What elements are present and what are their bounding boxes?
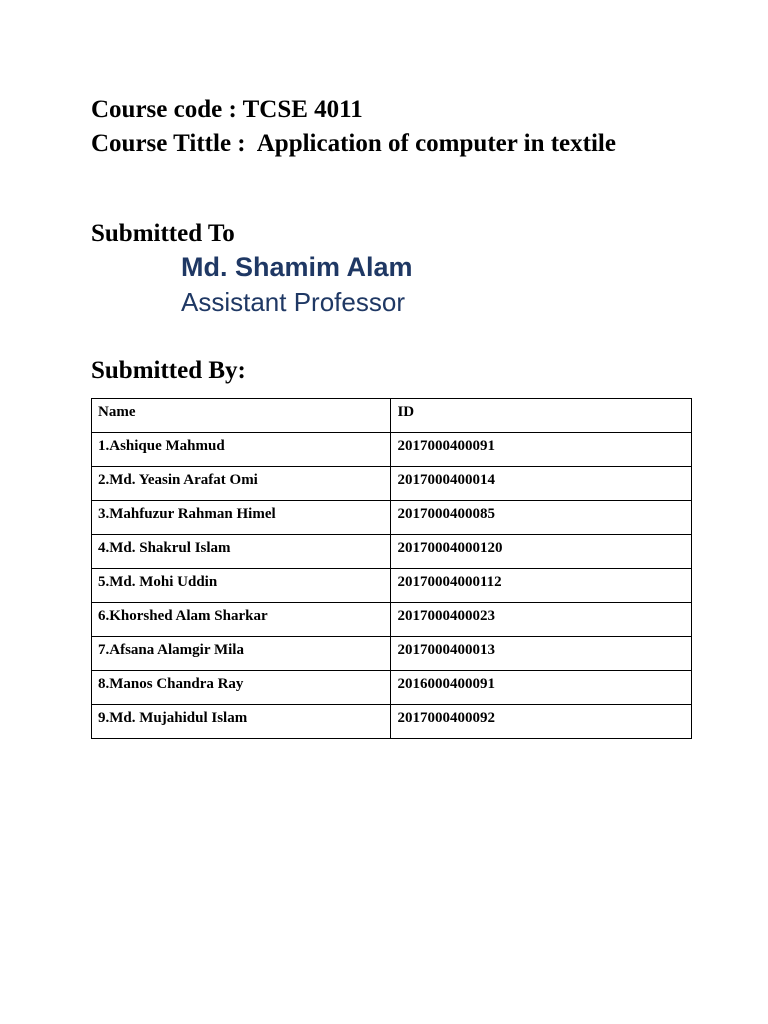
course-code-line: Course code : TCSE 4011 <box>91 96 363 123</box>
member-name-cell: 7.Afsana Alamgir Mila <box>92 637 391 671</box>
table-row <box>92 569 692 603</box>
member-name-cell: 6.Khorshed Alam Sharkar <box>92 603 391 637</box>
table-row <box>92 671 692 705</box>
course-title-line: Course Tittle : Application of computer in textile <box>91 130 616 157</box>
table-header-row <box>92 399 692 433</box>
member-id-cell: 2017000400085 <box>391 501 692 535</box>
table-row <box>92 433 692 467</box>
member-name-cell: 1.Ashique Mahmud <box>92 433 391 467</box>
member-name-cell: 5.Md. Mohi Uddin <box>92 569 391 603</box>
submitted-by-heading: Submitted By: <box>91 357 246 384</box>
member-id-cell: 20170004000112 <box>391 569 692 603</box>
member-id-cell: 2017000400014 <box>391 467 692 501</box>
member-name-cell: 9.Md. Mujahidul Islam <box>92 705 391 739</box>
member-name-cell: 2.Md. Yeasin Arafat Omi <box>92 467 391 501</box>
member-id-cell: 2017000400091 <box>391 433 692 467</box>
table-row <box>92 535 692 569</box>
member-id-cell: 20170004000120 <box>391 535 692 569</box>
member-name-cell: 3.Mahfuzur Rahman Himel <box>92 501 391 535</box>
table-row <box>92 705 692 739</box>
recipient-role: Assistant Professor <box>181 287 405 317</box>
members-table <box>91 398 692 739</box>
member-name-cell: 4.Md. Shakrul Islam <box>92 535 391 569</box>
member-id-cell: 2017000400092 <box>391 705 692 739</box>
table-row <box>92 603 692 637</box>
table-row <box>92 501 692 535</box>
member-id-cell: 2016000400091 <box>391 671 692 705</box>
member-id-cell: 2017000400023 <box>391 603 692 637</box>
name-column-header: Name <box>92 399 391 433</box>
id-column-header: ID <box>391 399 692 433</box>
member-name-cell: 8.Manos Chandra Ray <box>92 671 391 705</box>
table-row <box>92 637 692 671</box>
member-id-cell: 2017000400013 <box>391 637 692 671</box>
table-row <box>92 467 692 501</box>
recipient-name: Md. Shamim Alam <box>181 252 413 282</box>
submitted-to-heading: Submitted To <box>91 220 235 247</box>
